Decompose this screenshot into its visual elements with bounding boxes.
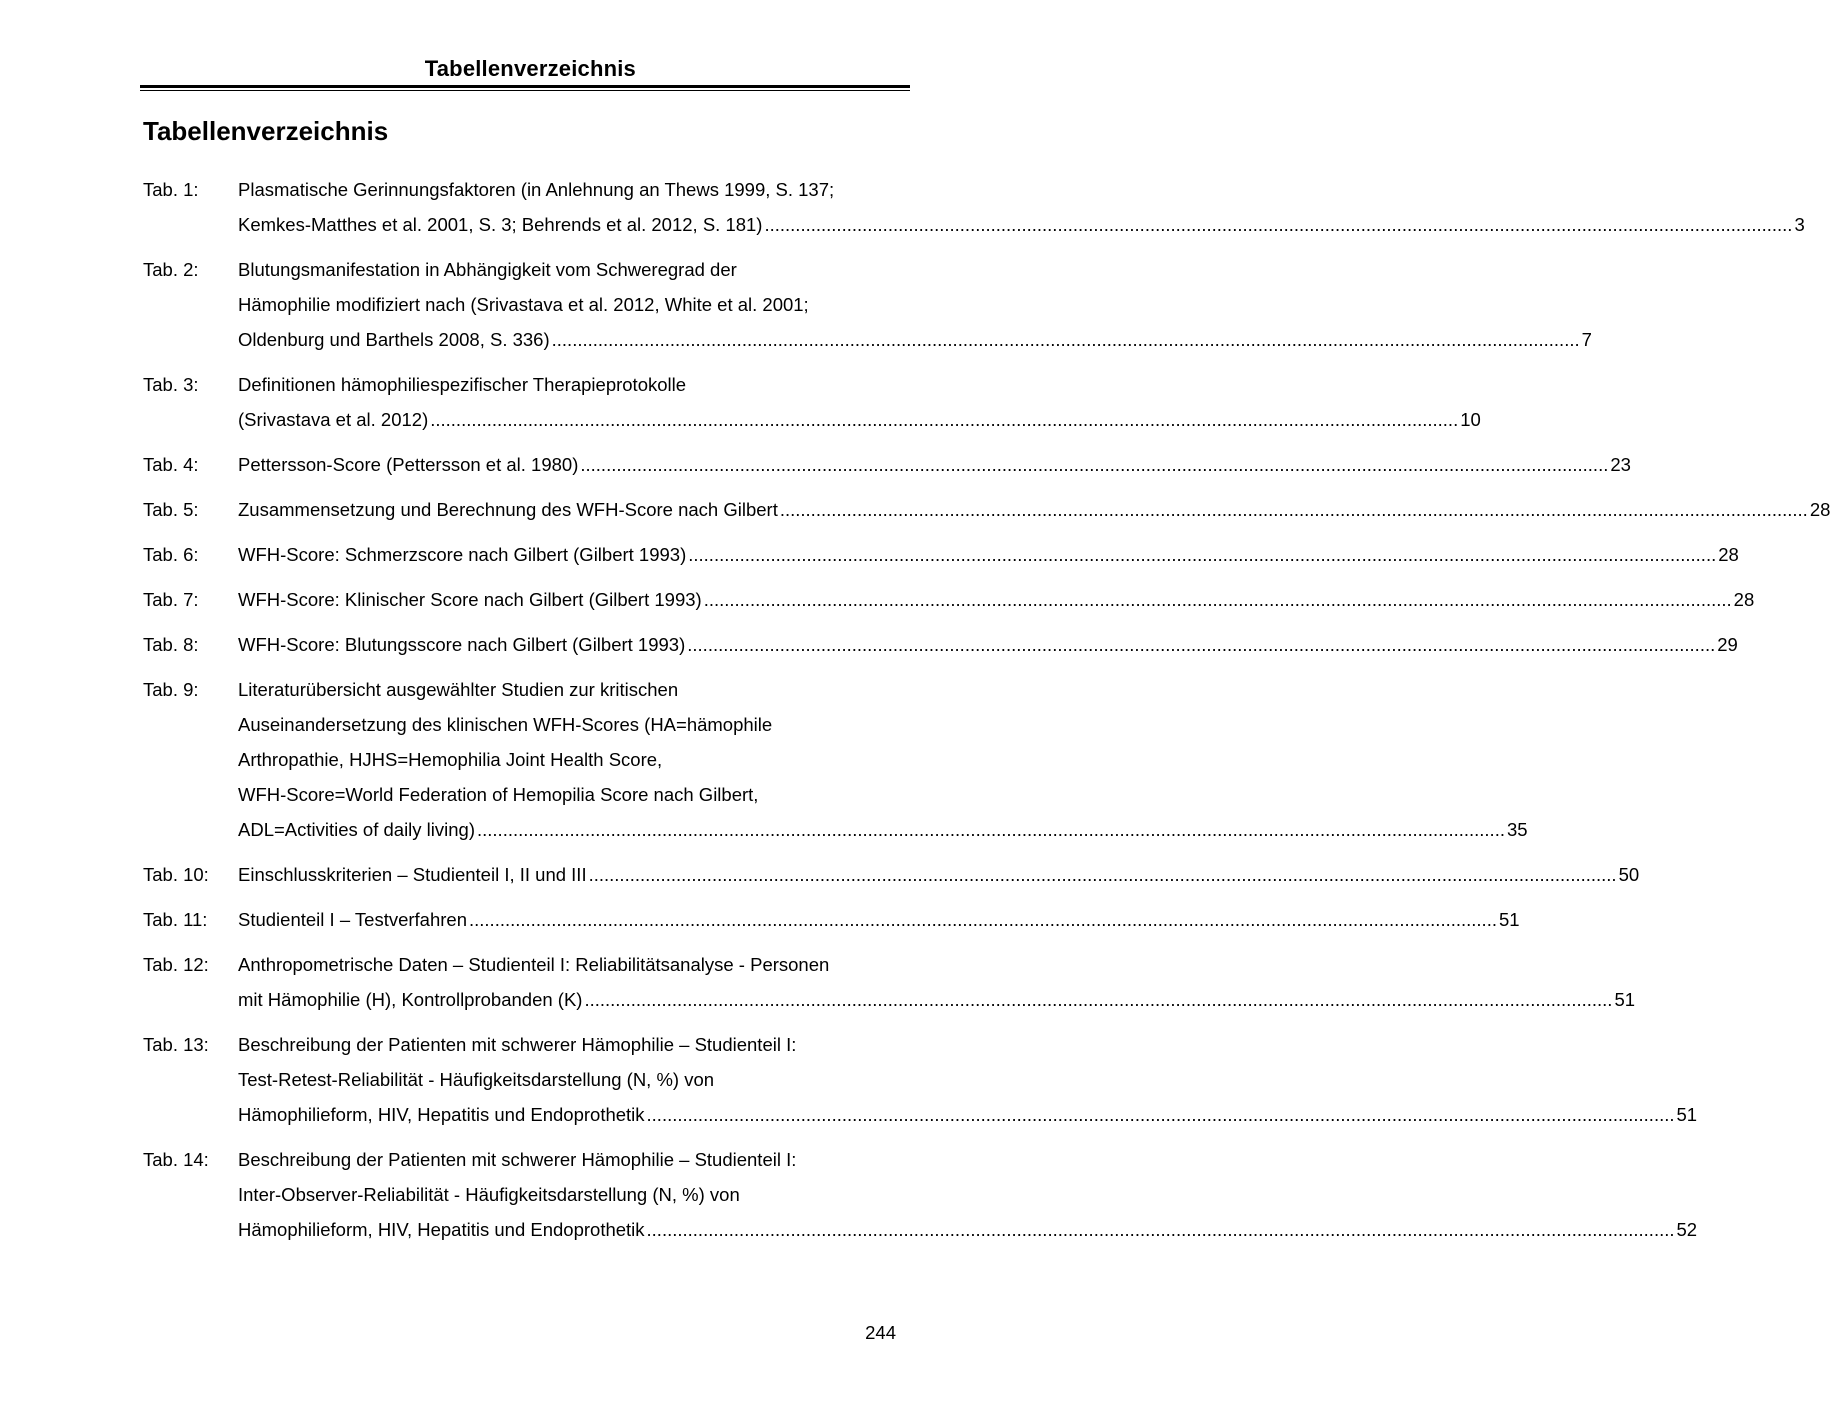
toc-entry-title-line: Kemkes-Matthes et al. 2001, S. 3; Behrends et al. 2012, S. 181) [238,214,763,235]
toc-entry-title-line: Hämophilieform, HIV, Hepatitis und Endoprothetik [238,1219,645,1240]
toc-entry-number: Tab. 11: [143,909,208,930]
toc-entry-title-line: Studienteil I – Testverfahren [238,909,467,930]
toc-entry-title [238,672,1528,847]
toc-entry-page[interactable]: 35 [1506,819,1528,840]
dot-leader [687,627,1715,662]
toc-entry-title-line: (Srivastava et al. 2012) [238,409,429,430]
toc-entry-title [238,537,1739,572]
toc-entry-title [238,1142,1697,1247]
header-rule [140,85,910,88]
toc-entry-last-line [238,627,1738,662]
toc-entry-title-line: WFH-Score=World Federation of Hemopilia Score nach Gilbert, [238,784,759,805]
toc-entry-title [238,902,1520,937]
toc-entry-number: Tab. 6: [143,544,199,565]
toc-entry-title-line: Oldenburg und Barthels 2008, S. 336) [238,329,550,350]
toc-entry-title-line: Beschreibung der Patienten mit schwerer Hämophilie – Studienteil I: [238,1034,797,1055]
toc-entry-title-line: Auseinandersetzung des klinischen WFH-Scores (HA=hämophile [238,714,773,735]
table-of-tables [143,172,1830,1257]
dot-leader [580,447,1608,482]
toc-entry-page[interactable]: 28 [1718,544,1739,565]
toc-entry-title-line: Plasmatische Gerinnungsfaktoren (in Anlehnung an Thews 1999, S. 137; [238,179,835,200]
dot-leader [780,492,1808,527]
toc-entry-page[interactable]: 7 [1581,329,1592,350]
dot-leader [477,812,1505,847]
toc-entry-title-line: Einschlusskriterien – Studienteil I, II und III [238,864,587,885]
dot-leader [584,982,1612,1017]
toc-entry-number: Tab. 3: [143,374,199,395]
toc-entry-title-line: Anthropometrische Daten – Studienteil I: Reliabilitätsanalyse - Personen [238,954,830,975]
toc-entry-page[interactable]: 51 [1498,909,1520,930]
toc-entry-title-line: mit Hämophilie (H), Kontrollprobanden (K) [238,989,583,1010]
toc-entry-title-line: Zusammensetzung und Berechnung des WFH-Score nach Gilbert [238,499,778,520]
toc-entry-title-line: Hämophilie modifiziert nach (Srivastava et al. 2012, White et al. 2001; [238,294,809,315]
dot-leader [589,857,1617,892]
toc-entry-page[interactable]: 51 [1676,1104,1698,1125]
toc-entry-number: Tab. 1: [143,179,199,200]
dot-leader [430,402,1458,437]
toc-entry-number: Tab. 13: [143,1034,209,1055]
toc-entry-title [238,252,1592,357]
dot-leader [647,1212,1675,1247]
toc-entry-title-line: ADL=Activities of daily living) [238,819,475,840]
toc-entry-title-line: Arthropathie, HJHS=Hemophilia Joint Health Score, [238,749,663,770]
toc-entry[interactable] [143,447,1631,482]
toc-entry-page[interactable]: 29 [1717,634,1738,655]
toc-entry-number: Tab. 12: [143,954,209,975]
toc-entry-title-line: Test-Retest-Reliabilität - Häufigkeitsdarstellung (N, %) von [238,1069,715,1090]
toc-entry-title-line: Hämophilieform, HIV, Hepatitis und Endoprothetik [238,1104,645,1125]
toc-entry-page[interactable]: 3 [1794,214,1805,235]
toc-entry-number: Tab. 5: [143,499,199,520]
toc-entry[interactable] [143,172,1805,242]
toc-entry-title-line: Literaturübersicht ausgewählter Studien zur kritischen [238,679,679,700]
toc-entry-page[interactable]: 28 [1733,589,1755,610]
toc-entry[interactable] [143,857,1640,892]
toc-entry[interactable] [143,947,1636,1017]
toc-entry-last-line [238,537,1739,572]
dot-leader [764,207,1792,242]
toc-entry-title-line: Beschreibung der Patienten mit schwerer Hämophilie – Studienteil I: [238,1149,797,1170]
toc-entry[interactable] [143,492,1830,527]
running-header [140,56,910,82]
header-rule-thin [140,90,910,91]
toc-entry-last-line [238,582,1754,617]
toc-entry-last-line [238,857,1639,892]
toc-entry-last-line [238,447,1631,482]
toc-entry-title [238,947,1635,1017]
toc-entry-page[interactable]: 50 [1618,864,1640,885]
toc-entry-last-line [238,402,1481,437]
running-header-title: Tabellenverzeichnis [424,56,636,81]
toc-entry-title [238,172,1805,242]
toc-entry-last-line [238,322,1592,357]
toc-entry-last-line [238,982,1635,1017]
toc-entry-number: Tab. 10: [143,864,209,885]
toc-entry-page[interactable]: 10 [1460,409,1481,430]
toc-entry-title-line: WFH-Score: Schmerzscore nach Gilbert (Gilbert 1993) [238,544,687,565]
toc-entry-page[interactable]: 28 [1809,499,1830,520]
toc-entry-title [238,627,1738,662]
dot-leader [647,1097,1675,1132]
toc-entry-number: Tab. 4: [143,454,199,475]
toc-entry[interactable] [143,672,1528,847]
toc-entry-title-line: Inter-Observer-Reliabilität - Häufigkeitsdarstellung (N, %) von [238,1184,740,1205]
toc-entry[interactable] [143,367,1481,437]
toc-entry-page[interactable]: 51 [1614,989,1636,1010]
toc-entry-last-line [238,207,1805,242]
toc-entry-title [238,1027,1697,1132]
toc-entry-last-line [238,812,1528,847]
toc-entry-last-line [238,1212,1697,1247]
toc-entry[interactable] [143,1027,1698,1132]
toc-entry-title [238,857,1639,892]
toc-entry-last-line [238,1097,1697,1132]
page-title: Tabellenverzeichnis [143,116,389,146]
toc-entry[interactable] [143,582,1755,617]
toc-entry[interactable] [143,537,1739,572]
toc-entry[interactable] [143,627,1738,662]
toc-entry-last-line [238,492,1830,527]
toc-entry-title [238,492,1830,527]
dot-leader [469,902,1497,937]
toc-entry-number: Tab. 8: [143,634,199,655]
dot-leader [552,322,1580,357]
dot-leader [704,582,1732,617]
toc-entry-title-line: WFH-Score: Blutungsscore nach Gilbert (Gilbert 1993) [238,634,686,655]
toc-entry[interactable] [143,252,1592,357]
toc-entry-number: Tab. 2: [143,259,199,280]
page-number: 244 [865,1322,896,1343]
toc-entry-number: Tab. 14: [143,1149,209,1170]
toc-entry-title [238,447,1631,482]
toc-entry-title-line: WFH-Score: Klinischer Score nach Gilbert (Gilbert 1993) [238,589,702,610]
toc-entry-page[interactable]: 52 [1676,1219,1698,1240]
toc-entry-title [238,582,1754,617]
toc-entry[interactable] [143,902,1520,937]
toc-entry-title [238,367,1481,437]
dot-leader [688,537,1716,572]
toc-entry[interactable] [143,1142,1698,1247]
toc-entry-page[interactable]: 23 [1610,454,1631,475]
toc-entry-number: Tab. 9: [143,679,199,700]
toc-entry-last-line [238,902,1520,937]
toc-entry-title-line: Pettersson-Score (Pettersson et al. 1980) [238,454,579,475]
toc-entry-title-line: Blutungsmanifestation in Abhängigkeit vom Schweregrad der [238,259,737,280]
toc-entry-number: Tab. 7: [143,589,199,610]
toc-entry-title-line: Definitionen hämophiliespezifischer Therapieprotokolle [238,374,687,395]
